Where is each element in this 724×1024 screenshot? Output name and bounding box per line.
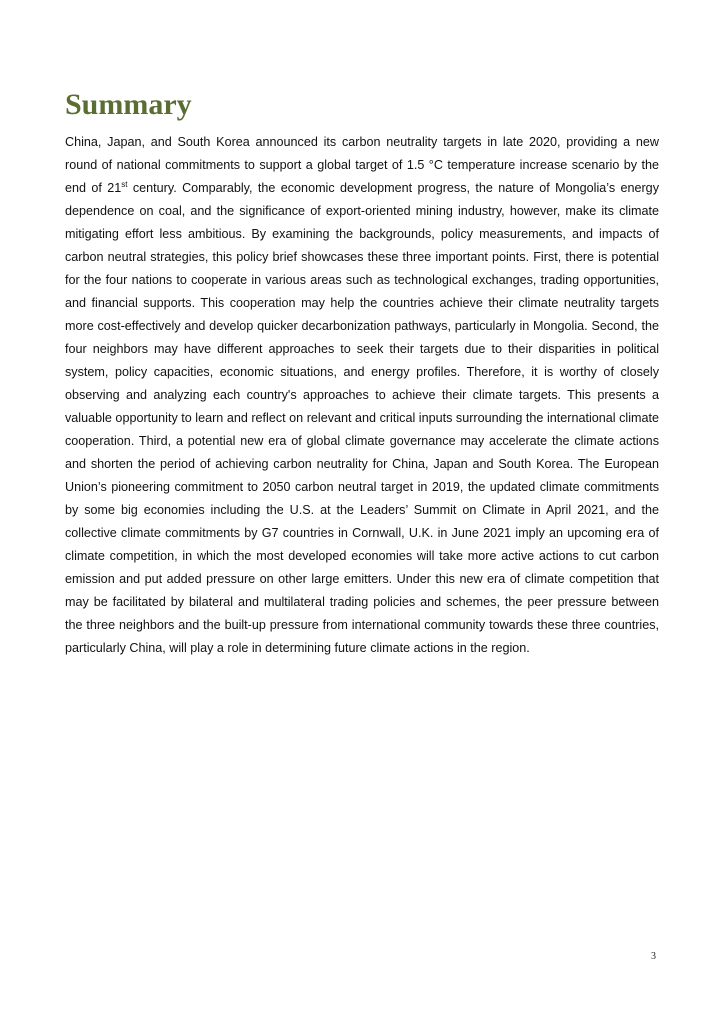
- summary-paragraph: [65, 131, 659, 660]
- ordinal-superscript: st: [121, 180, 128, 189]
- section-title: Summary: [65, 88, 192, 121]
- summary-text-part1: China, Japan, and South Korea announced its carbon neutrality targets in late 2020, providing a new round of national commitments to support a global target of 1.5 °C temperature increase scenario by the end of 21: [65, 135, 659, 195]
- summary-text-part2: century. Comparably, the economic development progress, the nature of Mongolia’s energy dependence on coal, and the significance of export-oriented mining industry, however, make its climate mitigating effort less ambitious. By examining the backgrounds, policy measurements, and impacts of carbon neutral strategies, this policy brief showcases these three important points. First, there is potential for the four nations to cooperate in various areas such as technological exchanges, trading opportunities, and financial supports. This cooperation may help the countries achieve their climate neutrality targets more cost-effectively and develop quicker decarbonization pathways, particularly in Mongolia. Second, the four neighbors may have different approaches to seek their targets due to their disparities in political system, policy capacities, economic situations, and energy profiles. Therefore, it is worthy of closely observing and analyzing each country's approaches to achieve their climate targets. This presents a valuable opportunity to learn and reflect on relevant and critical inputs surrounding the international climate cooperation. Third, a potential new era of global climate governance may accelerate the climate actions and shorten the period of achieving carbon neutrality for China, Japan and South Korea. The European Union’s pioneering commitment to 2050 carbon neutral target in 2019, the updated climate commitments by some big economies including the U.S. at the Leaders’ Summit on Climate in April 2021, and the collective climate commitments by G7 countries in Cornwall, U.K. in June 2021 imply an upcoming era of climate competition, in which the most developed economies will take more active actions to cut carbon emission and put added pressure on other large emitters. Under this new era of climate competition that may be facilitated by bilateral and multilateral trading policies and schemes, the peer pressure between the three neighbors and the built-up pressure from international community towards these three countries, particularly China, will play a role in determining future climate actions in the region.: [65, 181, 659, 655]
- page-number: 3: [651, 951, 656, 962]
